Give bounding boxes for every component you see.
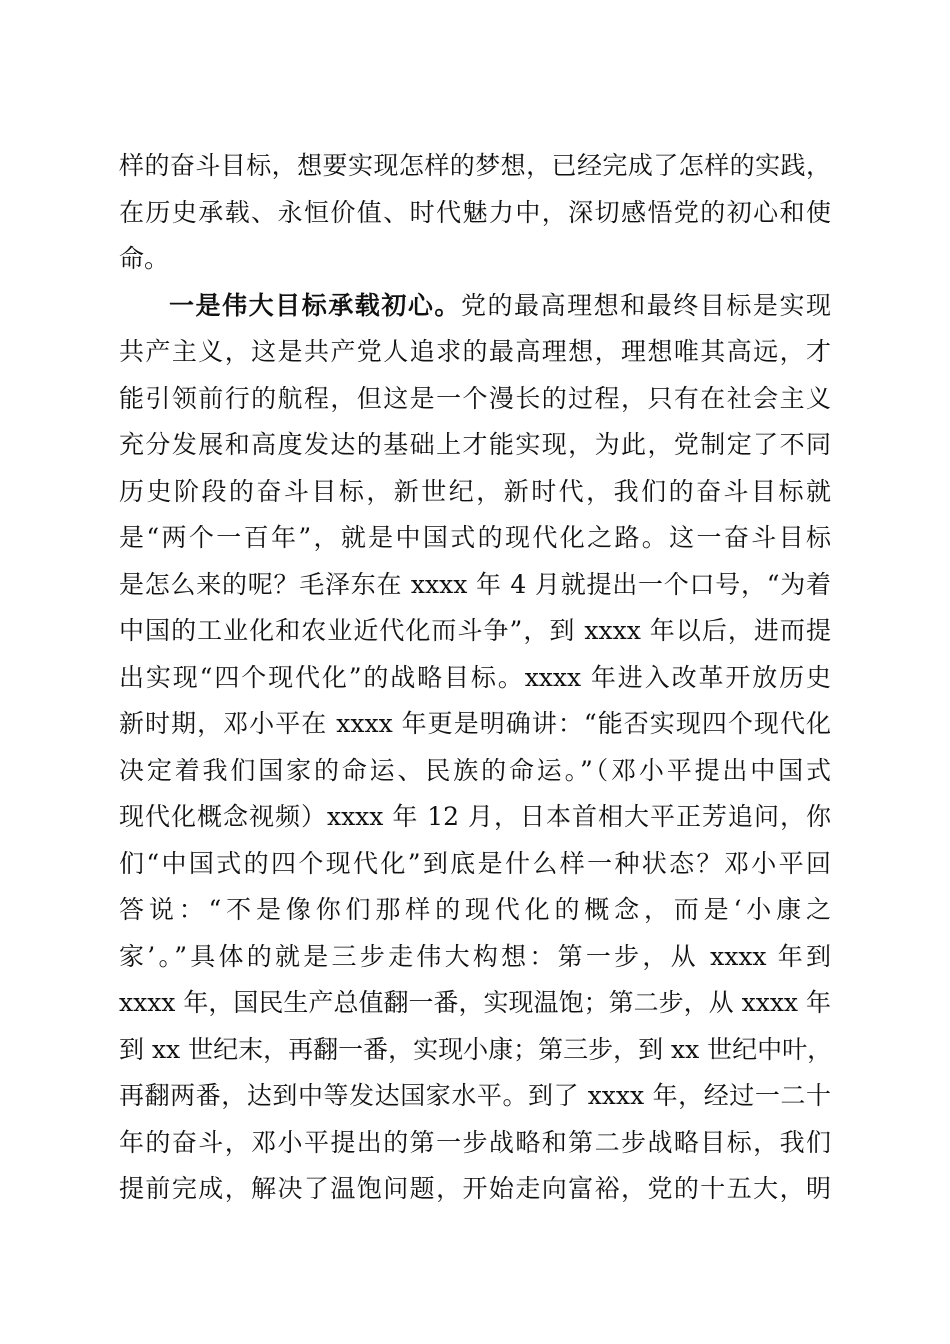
text-line: 新时期，邓小平在 xxxx 年更是明确讲：“能否实现四个现代化	[119, 709, 831, 738]
text-line: 年的奋斗，邓小平提出的第一步战略和第二步战略目标，我们	[119, 1127, 831, 1157]
text-line: 再翻两番，达到中等发达国家水平。到了 xxxx 年，经过一二十	[119, 1081, 831, 1110]
paragraph-2	[119, 283, 831, 1213]
text-line: 样的奋斗目标，想要实现怎样的梦想，已经完成了怎样的实践，	[119, 151, 831, 180]
text-line: 是怎么来的呢？毛泽东在 xxxx 年 4 月就提出一个口号，“为着	[119, 569, 831, 599]
text-line: 是“两个一百年”，就是中国式的现代化之路。这一奋斗目标	[119, 523, 831, 552]
text-line: xxxx 年，国民生产总值翻一番，实现温饱；第二步，从 xxxx 年	[119, 988, 831, 1017]
text-line: 中国的工业化和农业近代化而斗争”，到 xxxx 年以后，进而提	[119, 616, 831, 645]
text-line: 家’。”具体的就是三步走伟大构想：第一步，从 xxxx 年到	[119, 941, 831, 971]
text-line: 共产主义，这是共产党人追求的最高理想，理想唯其高远，才	[119, 337, 831, 366]
text-line: 能引领前行的航程，但这是一个漫长的过程，只有在社会主义	[119, 383, 831, 413]
text-line: 到 xx 世纪末，再翻一番，实现小康；第三步，到 xx 世纪中叶，	[119, 1034, 833, 1064]
document-body	[119, 143, 831, 1213]
text-line: 充分发展和高度发达的基础上才能实现，为此，党制定了不同	[119, 430, 831, 459]
text-line: 在历史承载、永恒价值、时代魅力中，深切感悟党的初心和使	[119, 197, 831, 227]
text-line: 现代化概念视频）xxxx 年 12 月，日本首相大平正芳追问，你	[119, 802, 831, 831]
paragraph-first-rest: 党的最高理想和最终目标是实现	[460, 290, 831, 320]
text-line: 答说：“不是像你们那样的现代化的概念，而是‘小康之	[119, 895, 831, 924]
text-line: 提前完成，解决了温饱问题，开始走向富裕，党的十五大，明	[119, 1174, 831, 1203]
text-line-first	[119, 283, 831, 330]
text-line: 历史阶段的奋斗目标，新世纪，新时代，我们的奋斗目标就	[119, 476, 831, 506]
paragraph-1	[119, 143, 831, 283]
paragraph-heading: 一是伟大目标承载初心。	[169, 290, 461, 320]
text-line: 决定着我们国家的命运、民族的命运。”（邓小平提出中国式	[119, 755, 831, 785]
text-line: 出实现“四个现代化”的战略目标。xxxx 年进入改革开放历史	[119, 662, 831, 692]
text-line: 命。	[119, 244, 170, 273]
text-line: 们“中国式的四个现代化”到底是什么样一种状态？邓小平回	[119, 848, 831, 878]
